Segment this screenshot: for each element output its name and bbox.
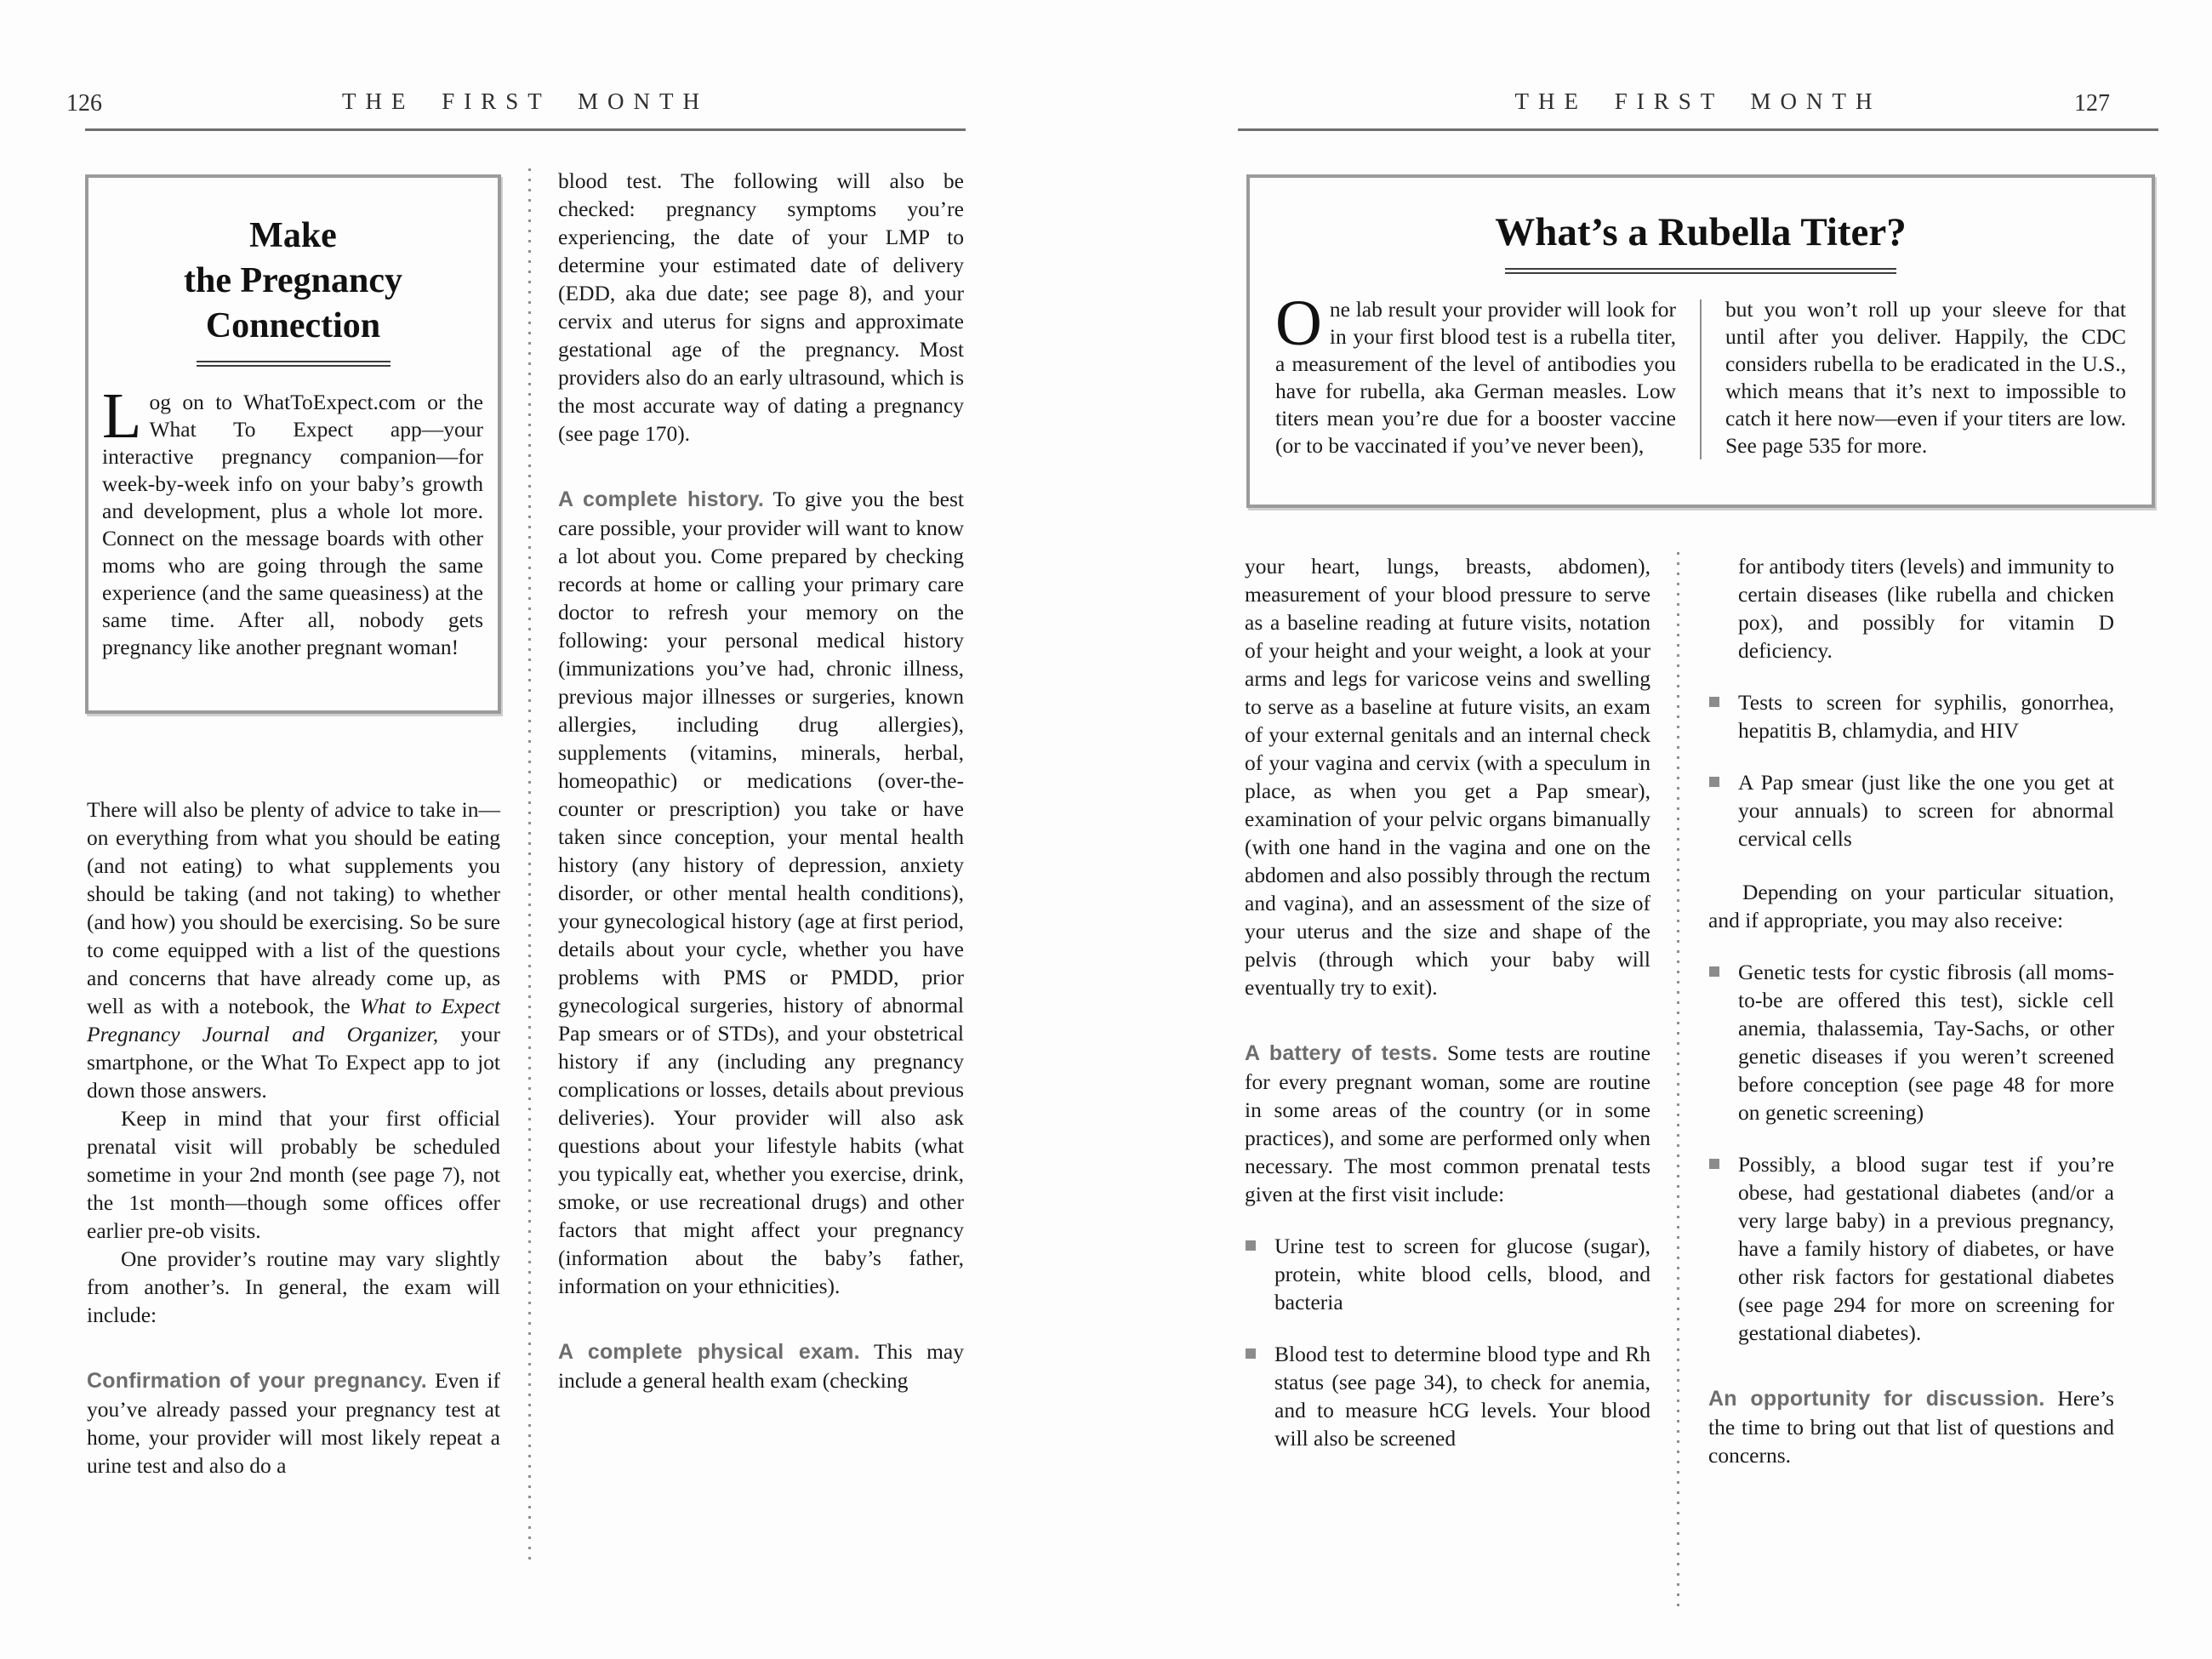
bullet-text: Urine test to screen for glucose (sugar), protein, white blood cells, blood, and bacteria bbox=[1274, 1234, 1650, 1314]
box-title-line: the Pregnancy bbox=[183, 261, 403, 300]
paragraph-text: This may include a general health exam (checking bbox=[558, 1339, 965, 1393]
page-number-left: 126 bbox=[66, 90, 102, 117]
paragraph-bullet-continuation: for antibody titers (levels) and immunity to certain diseases (like rubella and chicken pox), and possibly for vitamin D deficiency. bbox=[1738, 554, 2114, 663]
rubella-titer-box-title: What’s a Rubella Titer? bbox=[1495, 210, 1907, 254]
text-column-left-1 bbox=[87, 795, 500, 1479]
subhead-label: A battery of tests. bbox=[1245, 1041, 1439, 1065]
box-paragraph-text: ne lab result your provider will look for in your first blood test is a rubella titer, a measurement of the level of antibodies you have for rubella, aka German measles. Low titers mean you’re due for a booster vaccine (or to be vaccinated if you’ve never been), bbox=[1275, 297, 1676, 458]
subhead-label: A complete physical exam. bbox=[558, 1340, 860, 1364]
bullet-list bbox=[1708, 688, 2114, 852]
header-rule-left bbox=[85, 128, 966, 131]
text-column-right-1 bbox=[1245, 552, 1650, 1452]
double-rule bbox=[1505, 268, 1896, 274]
bullet-text: Possibly, a blood sugar test if you’re obese, had gestational diabetes (and/or a very large baby) in a previous pregnancy, have a family history of diabetes, or have other risk factors for gestational diabetes (see page 294 for more on screening for gestational diabetes). bbox=[1738, 1152, 2114, 1345]
bullet-square-icon bbox=[1709, 777, 1719, 787]
bullet-square-icon bbox=[1246, 1348, 1256, 1359]
drop-cap: L bbox=[102, 380, 142, 452]
box-title-line: Make bbox=[249, 216, 337, 255]
list-item bbox=[1708, 688, 2114, 744]
bullet-text: Tests to screen for syphilis, gonorrhea, hepatitis B, chlamydia, and HIV bbox=[1738, 690, 2114, 743]
bullet-list bbox=[1245, 1232, 1650, 1452]
emphasis-italic: What to Expect Pregnancy Journal and Organizer, bbox=[87, 994, 500, 1046]
subhead-label: A complete history. bbox=[558, 487, 765, 511]
bullet-square-icon bbox=[1709, 697, 1719, 707]
pregnancy-connection-box bbox=[85, 174, 501, 714]
bullet-square-icon bbox=[1246, 1240, 1256, 1251]
paragraph: your heart, lungs, breasts, abdomen), measurement of your blood pressure to serve as a baseline reading at future visits, notation of your height and your weight, a look at your arms and legs for varicose veins and swelling to serve as a baseline at future visits, an exam of your external genitals and an internal check of your vagina and cervix (with a speculum in place, as when you get a Pap smear), examination of your pelvic organs bimanually (with one hand in the vagina and one on the abdomen and also possibly through the rectum and vagina), and an assessment of the size of your uterus and the size and shape of the pelvis (through which your baby will eventually try to exit). bbox=[1245, 554, 1650, 1000]
rubella-titer-box bbox=[1246, 174, 2155, 508]
rubella-box-columns bbox=[1275, 288, 2126, 459]
box-paragraph bbox=[1275, 288, 1676, 459]
paragraph: Depending on your particular situation, and if appropriate, you may also receive: bbox=[1708, 880, 2114, 932]
paragraph bbox=[87, 795, 500, 1104]
list-item bbox=[1708, 958, 2114, 1126]
paragraph bbox=[1245, 1039, 1650, 1208]
subhead-label: Confirmation of your pregnancy. bbox=[87, 1369, 427, 1393]
paragraph-text: Here’s the time to bring out that list of questions and concerns. bbox=[1708, 1386, 2114, 1468]
paragraph bbox=[87, 1366, 500, 1479]
paragraph-text: There will also be plenty of advice to take in—on everything from what you should be eating (and not eating) to what supplements you should be taking (and not taking) to whether (and how) you should be exercising. So be sure to come equipped with a list of the questions and concerns that have already come up, as well as with a notebook, the bbox=[87, 797, 500, 1018]
bullet-square-icon bbox=[1709, 966, 1719, 977]
running-head-left: THE FIRST MONTH bbox=[341, 88, 710, 114]
paragraph-text: your smartphone, or the What To Expect app to jot down those answers. bbox=[87, 1022, 500, 1103]
paragraph bbox=[558, 1337, 964, 1394]
box-paragraph-text: og on to WhatToExpect.com or the What To Expect app—your interactive pregnancy companion—for week-by-week info on your baby’s growth and development, plus a whole lot more. Connect on the message boards with other moms who are going through the same experience (and the same queasiness) at the same time. After all, nobody gets pregnancy like another pregnant woman! bbox=[102, 390, 483, 659]
paragraph-text: To give you the best care possible, your provider will want to know a lot about you. Come prepared by checking records at home or calling your primary care doctor to refresh your memory on the following: your personal medical history (immunizations you’ve had, chronic illness, previous major illnesses or surgeries, known allergies, including drug allergies), supplements (vitamins, minerals, herbal, homeopathic) or medications (over-the-counter or prescription) you take or have taken since conception, your mental health history (any history of depression, anxiety disorder, or other mental health conditions), your gynecological history (age at first period, details about your cycle, whether you have problems with PMS or PMDD, prior gynecological surgeries, history of abnormal Pap smears or of STDs), and your obstetrical history if any (including any pregnancy complications or losses, details about previous deliveries). Your provider will also ask questions about your lifestyle habits (what you typically eat, whether you exercise, drink, smoke, or use recreational drugs) and other factors that might affect your pregnancy (information about the baby’s father, information on your ethnicities). bbox=[558, 487, 965, 1298]
bullet-text: Blood test to determine blood type and Rh status (see page 34), to check for anemia, and to measure hCG levels. Your blood will also be screened bbox=[1274, 1342, 1650, 1451]
list-item bbox=[1245, 1340, 1650, 1452]
subhead-label: An opportunity for discussion. bbox=[1708, 1387, 2045, 1411]
pregnancy-connection-box-title bbox=[88, 214, 498, 349]
list-item bbox=[1245, 1232, 1650, 1316]
bullet-text: Genetic tests for cystic fibrosis (all moms-to-be are offered this test), sickle cell anemia, thalassemia, Tay-Sachs, or other genetic diseases if you weren’t screened before conception (see page 48 for more on genetic screening) bbox=[1738, 960, 2114, 1125]
list-item bbox=[1708, 768, 2114, 852]
paragraph: Keep in mind that your first official prenatal visit will probably be scheduled sometime in your 2nd month (see page 7), not the 1st month—though some offices offer earlier pre-ob visits. bbox=[87, 1106, 500, 1243]
box-paragraph: but you won’t roll up your sleeve for that until after you deliver. Happily, the CDC considers rubella to be eradicated in the U.S., which means that it’s next to impossible to catch it here now—even if your titers are low. See page 535 for more. bbox=[1725, 297, 2126, 458]
paragraph: blood test. The following will also be checked: pregnancy symptoms you’re experiencing, the date of your LMP to determine your estimated date of delivery (EDD, aka due date; see page 8), and your cervix and uterus for signs and approximate gestational age of the pregnancy. Most providers also do an early ultrasound, which is the most accurate way of dating a pregnancy (see page 170). bbox=[558, 168, 964, 446]
box-title-line: Connection bbox=[205, 306, 381, 345]
paragraph bbox=[558, 485, 964, 1300]
paragraph: One provider’s routine may vary slightly from another’s. In general, the exam will include: bbox=[87, 1246, 500, 1327]
column-divider-dotted-right bbox=[1677, 552, 1679, 1611]
column-divider-dotted-left bbox=[528, 168, 531, 1564]
text-column-left-2 bbox=[558, 167, 964, 1394]
header-rule-right bbox=[1238, 128, 2158, 131]
paragraph bbox=[1708, 1384, 2114, 1469]
page-number-right: 127 bbox=[2074, 90, 2110, 117]
box-column-divider bbox=[1700, 299, 1702, 459]
paragraph-text: Even if you’ve already passed your pregnancy test at home, your provider will most likely repeat a urine test and also do a bbox=[87, 1368, 500, 1478]
bullet-list bbox=[1708, 958, 2114, 1347]
list-item bbox=[1708, 1150, 2114, 1347]
paragraph-text: Some tests are routine for every pregnant woman, some are routine in some areas of the country (or in some practices), and some are performed only when necessary. The most common prenatal tests given at the first visit include: bbox=[1245, 1040, 1650, 1206]
double-rule bbox=[197, 361, 391, 367]
bullet-square-icon bbox=[1709, 1159, 1719, 1169]
running-head-right: THE FIRST MONTH bbox=[1514, 88, 1882, 114]
box-paragraph bbox=[102, 380, 483, 661]
drop-cap: O bbox=[1275, 288, 1322, 359]
bullet-text: A Pap smear (just like the one you get at your annuals) to screen for abnormal cervical cells bbox=[1738, 770, 2114, 851]
text-column-right-2 bbox=[1708, 552, 2114, 1469]
